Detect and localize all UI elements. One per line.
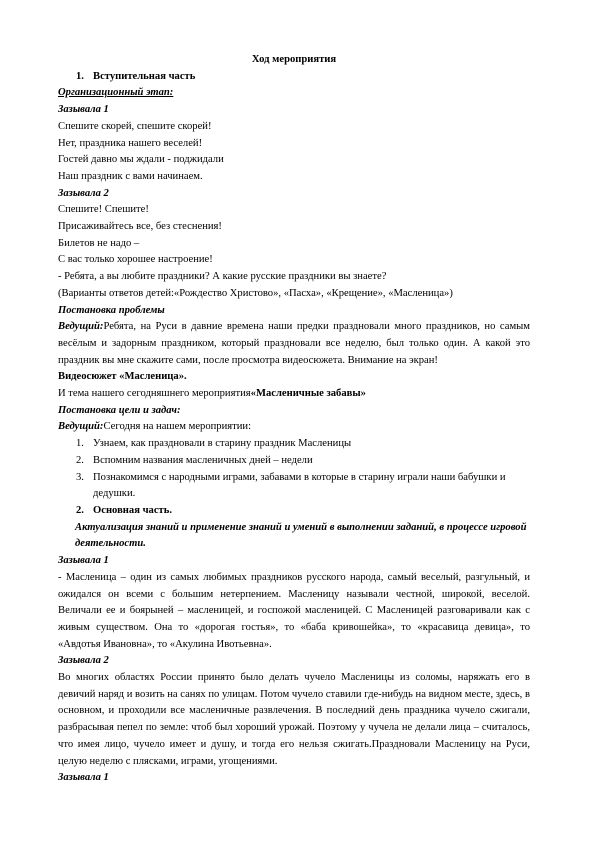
goal-number: 1. [76,438,84,450]
goal-text: Узнаем, как праздновали в старину праздник Масленицы [93,438,352,450]
video-title: Видеосюжет «Масленица». [58,371,187,383]
page-title: Ход мероприятия [251,54,337,65]
goal-item [58,470,530,503]
question-text: - Ребята, а вы любите праздники? А какие русские праздники вы знаете? [58,271,387,283]
theme-name: «Масленичные забавы» [250,388,366,400]
goal-number: 3. [76,471,84,483]
section-heading-main [58,503,530,520]
goal-item [58,453,530,470]
section-heading-intro [58,69,530,86]
section-label: Вступительная часть [93,70,196,82]
section-number: 1. [76,70,84,82]
goal-text: Вспомним названия масленичных дней – недели [93,454,313,466]
verse-line: С вас только хорошее настроение! [58,254,213,266]
goal-item [58,436,530,453]
goals-heading: Постановка цели и задач: [58,404,181,416]
speaker-paragraph: Во многих областях России принято было делать чучело Масленицы из соломы, наряжать его в девичий наряд и возить на санях по улицам. Потом чучело ставили где-нибудь на видном месте, здесь, в основном, и проходили все масленичные развлечения. В последний день праздника чучело сжигали, разбрасывая пепел по земле: чтоб был хороший урожай. Поэтому у чучела не делали лица – считалось, что имея лицо, чучело имеет и душу, и тогда его нельзя сжигать.Праздновали Масленицу на Руси, целую неделю с плясками, играми, угощениями. [58,672,530,767]
speaker-label: Зазывала 1 [58,104,109,116]
theme-line [58,386,530,403]
verse-line: Билетов не надо – [58,237,140,249]
verse-line: Спешите скорей, спешите скорей! [58,120,212,132]
speaker-label: Зазывала 1 [58,555,109,567]
host-label: Ведущий: [58,321,104,333]
org-stage-heading: Организационный этап: [58,87,174,99]
goal-text: Познакомимся с народными играми, забавами в которые в старину играли наши бабушки и дедушки. [93,471,506,500]
section-label: Основная часть. [93,504,173,516]
answers-text: (Варианты ответов детей:«Рождество Христово», «Пасха», «Крещение», «Масленица») [58,287,453,299]
host-paragraph [58,319,530,369]
speaker-label: Зазывала 2 [58,187,109,199]
problem-heading: Постановка проблемы [58,304,165,316]
speaker-label: Зазывала 1 [58,772,109,784]
actualization-heading: Актуализация знаний и применение знаний и умений в выполнении заданий, в процессе игровой деятельности. [75,521,527,550]
verse-line: Наш праздник с вами начинаем. [58,170,203,182]
speaker-paragraph: - Масленица – один из самых любимых праздников русского народа, самый веселый, разгульный, и ожидался он всеми с большим нетерпением. Масленицу называли честной, широкой, веселой. Величали ее и боярыней – масленицей, и госпожой масленицей. С Масленицей разговаривали как с живым существом. Она то «дорогая гостья», то «баба кривошейка», то «красавица девица», то «Авдотья Ивановна», то «Акулина Ивотьевна». [58,571,530,650]
host-text: Сегодня на нашем мероприятии: [103,421,252,433]
goal-number: 2. [76,454,84,466]
verse-line: Присаживайтесь все, без стеснения! [58,221,222,233]
host-label: Ведущий: [58,421,104,433]
verse-line: Гостей давно мы ждали - поджидали [58,154,224,166]
section-number: 2. [76,504,84,516]
host-text: Ребята, на Руси в давние времена наши предки праздновали много праздников, но самым весёлым и задорным праздником, который праздновали все неделю, был только один. А какой это праздник вы мне скажите сами, после просмотра видеосюжета. Внимание на экран! [58,321,530,366]
document-page [58,52,530,787]
verse-line: Нет, праздника нашего веселей! [58,137,203,149]
theme-prefix: И тема нашего сегодняшнего мероприятия [58,388,251,400]
host-paragraph [58,419,530,436]
speaker-label: Зазывала 2 [58,655,109,667]
verse-line: Спешите! Спешите! [58,204,149,216]
